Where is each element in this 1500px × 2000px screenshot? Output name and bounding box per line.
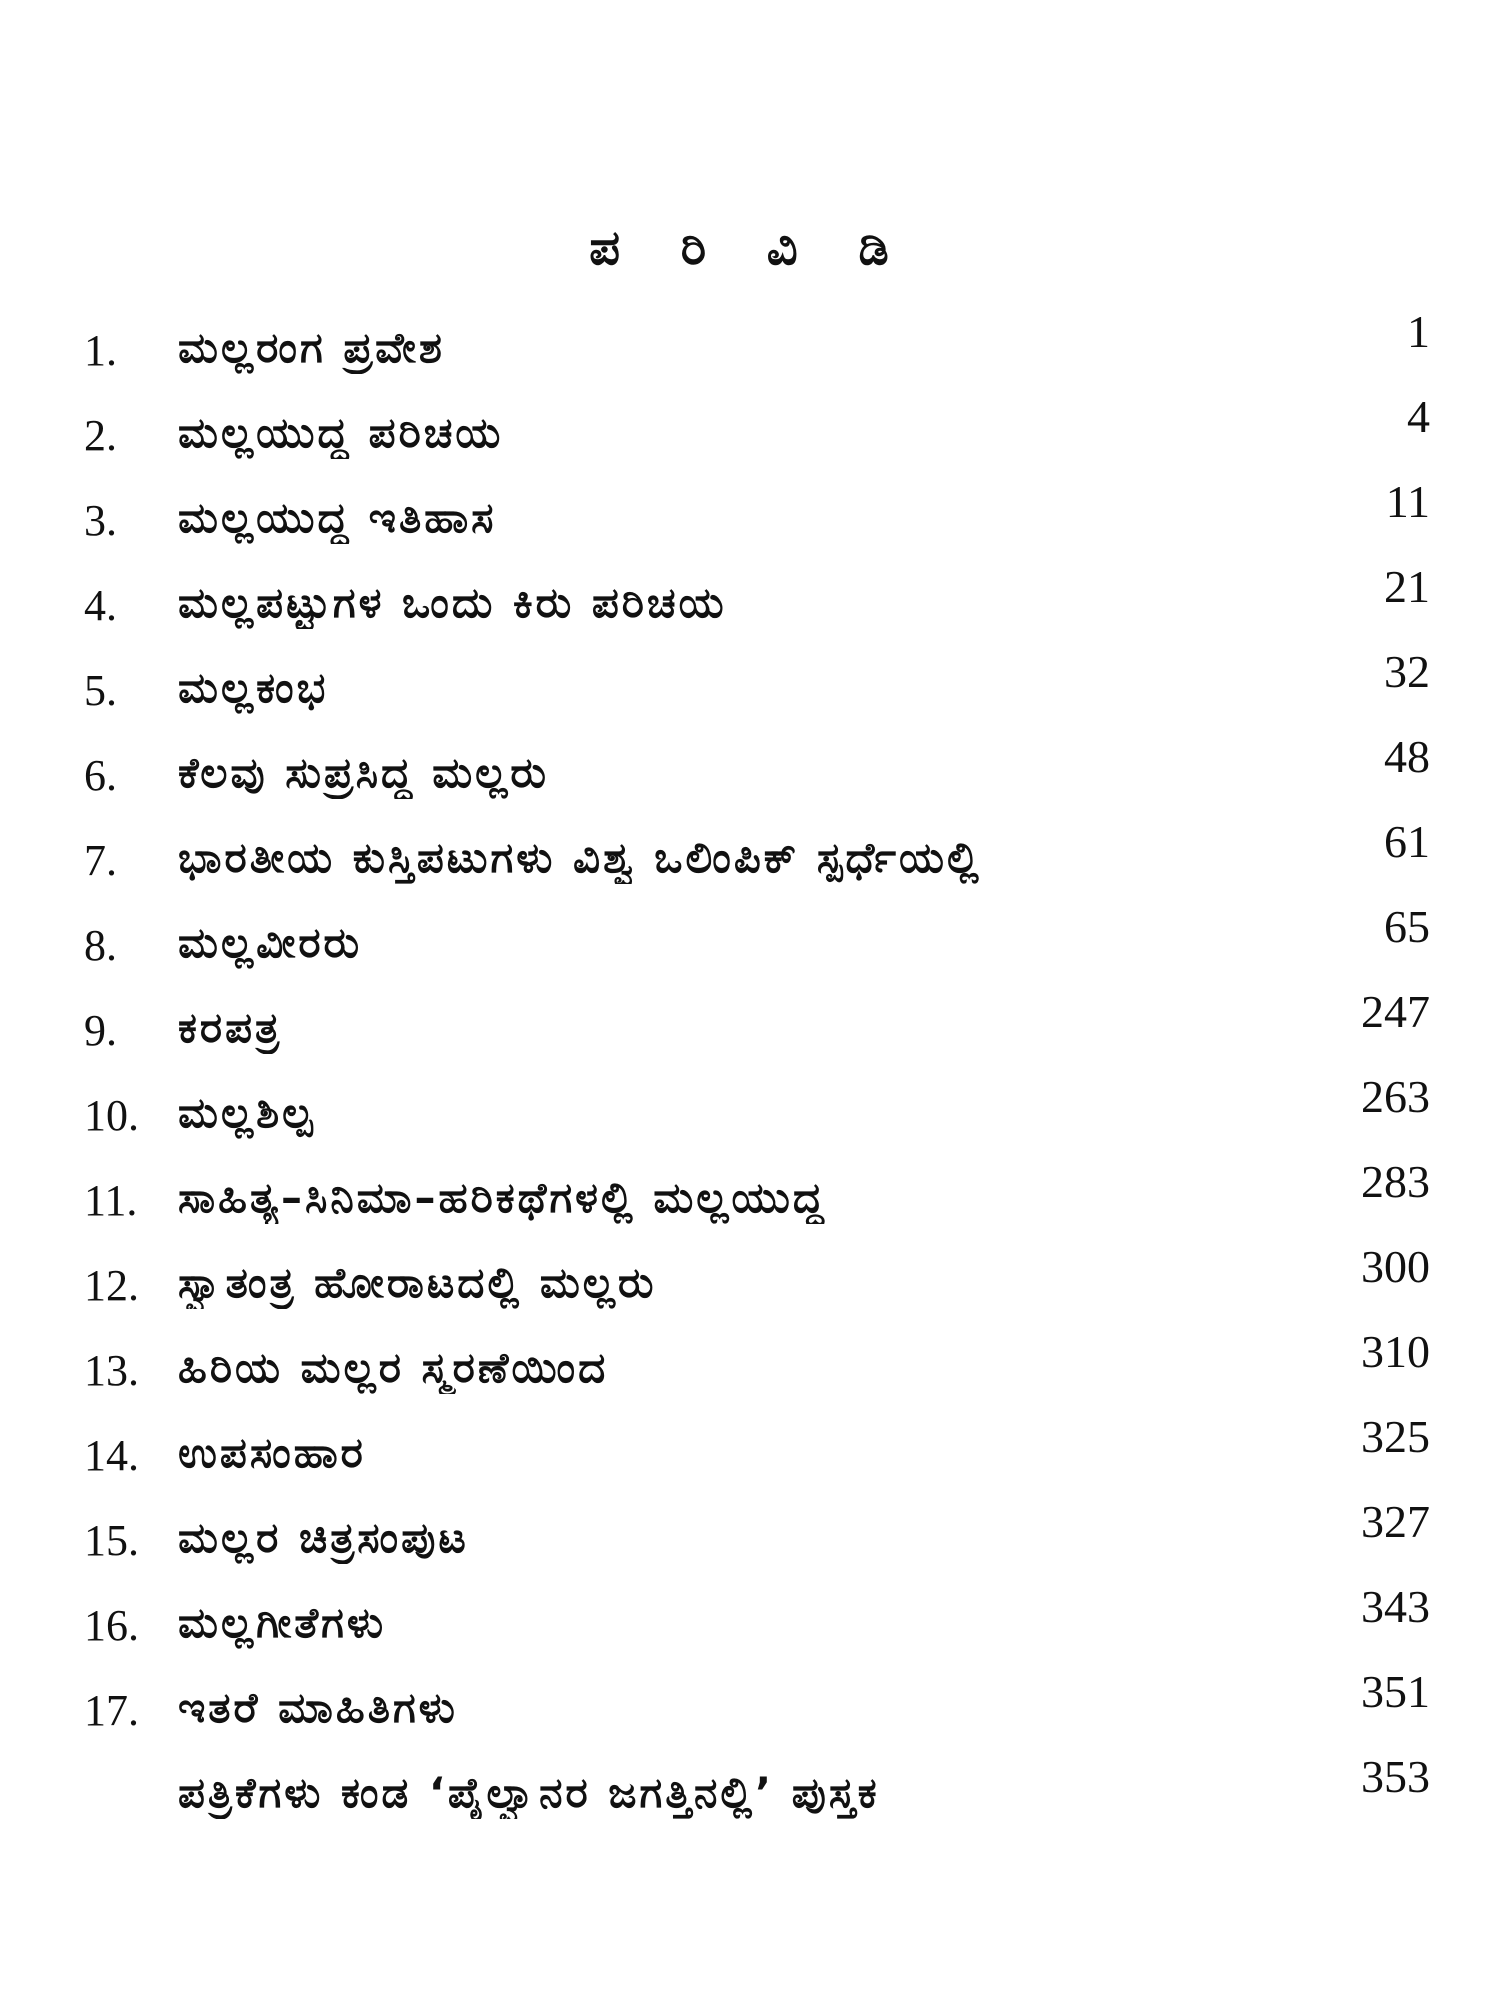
entry-title: ಮಲ್ಲರ ಚಿತ್ರಸಂಪುಟ [178, 1513, 469, 1562]
page-number: 1 [1407, 306, 1430, 357]
entry-number: 13. [84, 1346, 139, 1395]
toc-row [0, 1751, 1500, 1848]
entry-title: ಮಲ್ಲರಂಗ ಪ್ರವೇಶ [178, 323, 445, 372]
toc-row [0, 1496, 1500, 1593]
toc-row [0, 1666, 1500, 1763]
toc-row [0, 1581, 1500, 1678]
entry-title: ಸಾಹಿತ್ಯ–ಸಿನಿಮಾ–ಹರಿಕಥೆಗಳಲ್ಲಿ ಮಲ್ಲಯುದ್ಧ [178, 1173, 827, 1222]
toc-row [0, 1411, 1500, 1508]
toc-row [0, 391, 1500, 488]
page-number: 65 [1384, 901, 1430, 952]
entry-title: ಮಲ್ಲವೀರರು [178, 918, 363, 967]
page-number: 48 [1384, 731, 1430, 782]
entry-title: ಇತರೆ ಮಾಹಿತಿಗಳು [178, 1683, 458, 1732]
page-title: ಪ ರಿ ವಿ ಡಿ [589, 220, 911, 276]
page-number: 283 [1361, 1156, 1430, 1207]
toc-row [0, 646, 1500, 743]
entry-number: 8. [84, 921, 117, 970]
toc-row [0, 306, 1500, 403]
entry-title: ಮಲ್ಲಗೀತೆಗಳು [178, 1598, 387, 1647]
entry-title: ಪತ್ರಿಕೆಗಳು ಕಂಡ ‘ಪೈಲ್ವಾನರ ಜಗತ್ತಿನಲ್ಲಿ’ ಪುಸ್ತಕ [178, 1768, 880, 1817]
toc-row [0, 731, 1500, 828]
entry-number: 10. [84, 1091, 139, 1140]
entry-number: 4. [84, 581, 117, 630]
entry-number: 3. [84, 496, 117, 545]
page-number: 310 [1361, 1326, 1430, 1377]
entry-number: 5. [84, 666, 117, 715]
page-number: 247 [1361, 986, 1430, 1037]
entry-title: ಮಲ್ಲಯುದ್ಧ ಪರಿಚಯ [178, 408, 504, 457]
toc-row [0, 476, 1500, 573]
page-number: 21 [1384, 561, 1430, 612]
page-number: 4 [1407, 391, 1430, 442]
entry-title: ಉಪಸಂಹಾರ [178, 1428, 366, 1477]
entry-number: 1. [84, 326, 117, 375]
page-number: 11 [1385, 476, 1430, 527]
page-number: 351 [1361, 1666, 1430, 1717]
page-number: 263 [1361, 1071, 1430, 1122]
toc-row [0, 901, 1500, 998]
toc-row [0, 561, 1500, 658]
entry-number: 12. [84, 1261, 139, 1310]
page-number: 61 [1384, 816, 1430, 867]
entry-title: ಭಾರತೀಯ ಕುಸ್ತಿಪಟುಗಳು ವಿಶ್ವ ಒಲಿಂಪಿಕ್ ಸ್ಪರ್ಧೆಯಲ್ಲಿ [178, 833, 982, 882]
toc-row [0, 1241, 1500, 1338]
toc-row [0, 1071, 1500, 1168]
entry-title: ಹಿರಿಯ ಮಲ್ಲರ ಸ್ಮರಣೆಯಿಂದ [178, 1343, 609, 1392]
entry-number: 6. [84, 751, 117, 800]
toc-row [0, 986, 1500, 1083]
page-number: 327 [1361, 1496, 1430, 1547]
entry-title: ಕೆಲವು ಸುಪ್ರಸಿದ್ಧ ಮಲ್ಲರು [178, 748, 549, 797]
page-number: 353 [1361, 1751, 1430, 1802]
entry-number: 7. [84, 836, 117, 885]
entry-title: ಮಲ್ಲಶಿಲ್ಪ [178, 1088, 316, 1137]
table-of-contents [0, 306, 1500, 1848]
toc-row [0, 816, 1500, 913]
page-number: 32 [1384, 646, 1430, 697]
entry-number: 16. [84, 1601, 139, 1650]
entry-number: 17. [84, 1686, 139, 1735]
entry-title: ಮಲ್ಲಯುದ್ಧ ಇತಿಹಾಸ [178, 493, 497, 542]
entry-title: ಮಲ್ಲಪಟ್ಟುಗಳ ಒಂದು ಕಿರು ಪರಿಚಯ [178, 578, 727, 627]
entry-title: ಸ್ವಾತಂತ್ರ ಹೋರಾಟದಲ್ಲಿ ಮಲ್ಲರು [178, 1258, 657, 1307]
entry-title: ಮಲ್ಲಕಂಭ [178, 663, 329, 712]
entry-number: 11. [84, 1176, 138, 1225]
page-number: 300 [1361, 1241, 1430, 1292]
page-number: 343 [1361, 1581, 1430, 1632]
entry-number: 14. [84, 1431, 139, 1480]
toc-row [0, 1326, 1500, 1423]
page-number: 325 [1361, 1411, 1430, 1462]
entry-number: 2. [84, 411, 117, 460]
toc-row [0, 1156, 1500, 1253]
entry-number: 15. [84, 1516, 139, 1565]
entry-number: 9. [84, 1006, 117, 1055]
entry-title: ಕರಪತ್ರ [178, 1003, 283, 1052]
